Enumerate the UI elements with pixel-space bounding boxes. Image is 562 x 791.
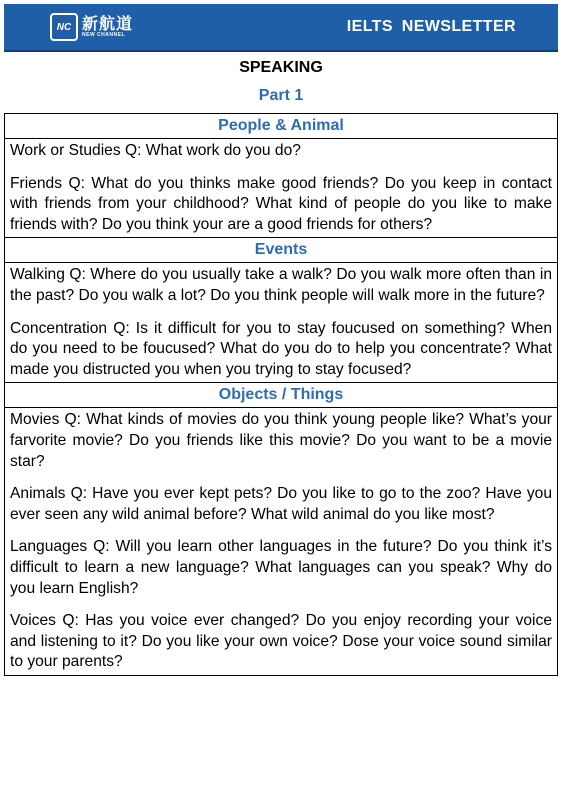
- category-body-people-animal: [5, 139, 558, 238]
- newsletter-title: IELTS NEWSLETTER: [346, 18, 516, 35]
- part-title: Part 1: [258, 87, 304, 104]
- category-header-row: [5, 238, 558, 263]
- category-body-row: [5, 408, 558, 676]
- category-header-row: [5, 114, 558, 139]
- question-item: Work or Studies Q: What work do you do?: [10, 142, 301, 159]
- category-title-events: Events: [5, 238, 558, 263]
- category-body-row: [5, 263, 558, 383]
- questions-table: [4, 113, 558, 676]
- logo-mark-icon: NC: [50, 13, 78, 41]
- logo-english-name: NEW CHANNEL: [82, 31, 125, 38]
- category-header-row: [5, 383, 558, 408]
- category-body-row: [5, 139, 558, 238]
- category-body-events: [5, 263, 558, 383]
- section-title: SPEAKING: [239, 59, 323, 76]
- question-item: Friends Q: What do you thinks make good friends? Do you keep in contact with friends from your childhood? What kind of people do you like to make friends with? Do you think your are a good friends for others?: [10, 174, 552, 233]
- newsletter-header: [4, 4, 558, 52]
- question-item: Concentration Q: Is it difficult for you to stay foucused on something? When do you need to be foucused? What do you do to help you concentrate? What made you distructed you when you trying to stay focused?: [10, 319, 552, 378]
- category-title-people-animal: People & Animal: [5, 114, 558, 139]
- question-item: Voices Q: Has you voice ever changed? Do you enjoy recording your voice and listening to it? Do you like your own voice? Dose your voice sound similar to your parents?: [10, 612, 552, 671]
- logo-chinese-name: 新航道: [82, 15, 134, 33]
- question-item: Movies Q: What kinds of movies do you think young people like? What’s your farvorite movie? Do you friends like this movie? Do you want to be a movie star?: [10, 411, 552, 470]
- question-item: Languages Q: Will you learn other languages in the future? Do you think it’s difficult to learn a new language? What languages can you speak? Why do you learn English?: [10, 538, 552, 597]
- question-item: Walking Q: Where do you usually take a walk? Do you walk more often than in the past? Do you walk a lot? Do you think people will walk more in the future?: [10, 266, 552, 304]
- category-title-objects-things: Objects / Things: [5, 383, 558, 408]
- question-item: Animals Q: Have you ever kept pets? Do you like to go to the zoo? Have you ever seen any wild animal before? What wild animal do you like most?: [10, 485, 552, 523]
- category-body-objects-things: [5, 408, 558, 676]
- new-channel-logo: [50, 13, 133, 41]
- logo-text: [82, 17, 133, 38]
